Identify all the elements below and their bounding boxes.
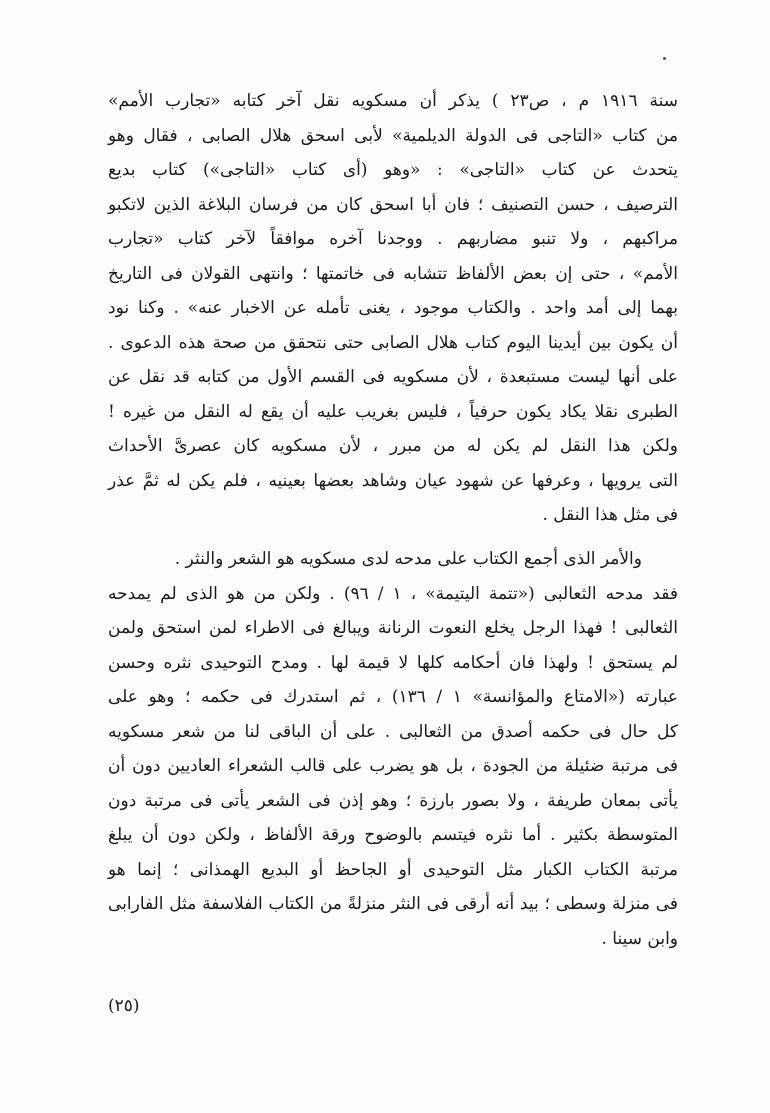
paragraph-2 <box>108 542 678 956</box>
text-line: سنة ١٩١٦ م ، ص٢٣ ) يذكر أن مسكويه نقل آخر كتابه «تجارب الأمم» <box>108 91 678 111</box>
text-line: يأتى بمعان طريفة ، ولا بصور بارزة ؛ وهو إذن فى الشعر يأتى فى مرتبة دون <box>108 790 678 811</box>
page-number: (٢٥) <box>108 996 140 1016</box>
paragraph-1 <box>108 84 678 533</box>
text-line: فقد مدحه الثعالبى («تتمة اليتيمة» ، ١ / ٩٦) . ولكن من هو الذى لم يمدحه <box>108 583 679 604</box>
text-line: المتوسطة بكثير . أما نثره فيتسم بالوضوح ورقة الألفاظ ، ولكن دون أن يبلغ <box>108 825 678 845</box>
text-line: مراكبهم ، ولا تنبو مضاربهم . ووجدنا آخره موافقاً لآخر كتاب «تجارب <box>108 229 678 249</box>
text-line: عبارته («الامتاع والمؤانسة» ١ / ١٣٦) ، ثم استدرك فى حكمه ؛ وهو على <box>108 687 678 707</box>
page-speck <box>663 57 666 60</box>
text-line: يتحدث عن كتاب «التاجى» : «وهو (أى كتاب «التاجى») كتاب بديع <box>108 160 678 180</box>
text-line: الأمم» ، حتى إن بعض الألفاظ تتشابه فى خاتمتها ؛ وانتهى القولان فى التاريخ <box>108 263 678 284</box>
text-line: بهما إلى أمد واحد . والكتاب موجود ، يغنى تأمله عن الاخبار عنه» . وكنا نود <box>108 298 678 318</box>
text-line: أن يكون بين أيدينا اليوم كتاب هلال الصابى حتى نتحقق من صحة هذه الدعوى . <box>108 332 678 353</box>
text-line: على أنها ليست مستبعدة ، لأن مسكويه فى القسم الأول من كتابه قد نقل عن <box>108 367 678 387</box>
text-line: التى يرويها ، وعرفها عن شهود عيان وشاهد بعضها بعينيه ، فلم يكن له ثمَّ عذر <box>108 470 678 491</box>
text-line: لم يستحق ! ولهذا فان أحكامه كلها لا قيمة لها . ومدح التوحيدى نثره وحسن <box>108 652 678 673</box>
text-line: وابن سينا . <box>601 928 678 949</box>
text-line: الثعالبى ! فهذا الرجل يخلع النعوت الرنانة ويبالغ فى الاطراء لمن استحق ولمن <box>108 618 678 638</box>
text-line: مرتبة الكتاب الكبار مثل التوحيدى أو الجاحظ أو البديع الهمذانى ؛ إنما هو <box>108 859 678 880</box>
text-line: فى منزلة وسطى ؛ بيد أنه أرقى فى النثر منزلةً من الكتاب الفلاسفة مثل الفارابى <box>108 894 678 914</box>
text-line: فى مرتبة ضئيلة من الجودة ، بل هو يضرب على قالب الشعراء العاديين دون أن <box>108 756 678 776</box>
text-line: والأمر الذى أجمع الكتاب على مدحه لدى مسكويه هو الشعر والنثر . <box>174 549 642 569</box>
text-line: من كتاب «التاجى فى الدولة الديلمية» لأبى اسحق هلال الصابى ، فقال وهو <box>108 125 678 146</box>
text-line: كل حال فى حكمه أصدق من الثعالبى . على أن الباقى لنا من شعر مسكويه <box>108 721 678 742</box>
text-line: الطبرى نقلا يكاد يكون حرفياً ، فليس بغريب عليه أن يقع له النقل من غيره ! <box>108 401 678 422</box>
text-line: ولكن هذا النقل لم يكن له من مبرر ، لأن مسكويه كان عصرىَّ الأحداث <box>108 436 678 456</box>
text-line: فى مثل هذا النقل . <box>542 505 678 525</box>
text-line: الترصيف ، حسن التصنيف ؛ فان أبا اسحق كان من فرسان البلاغة الذين لاتكبو <box>108 194 678 215</box>
